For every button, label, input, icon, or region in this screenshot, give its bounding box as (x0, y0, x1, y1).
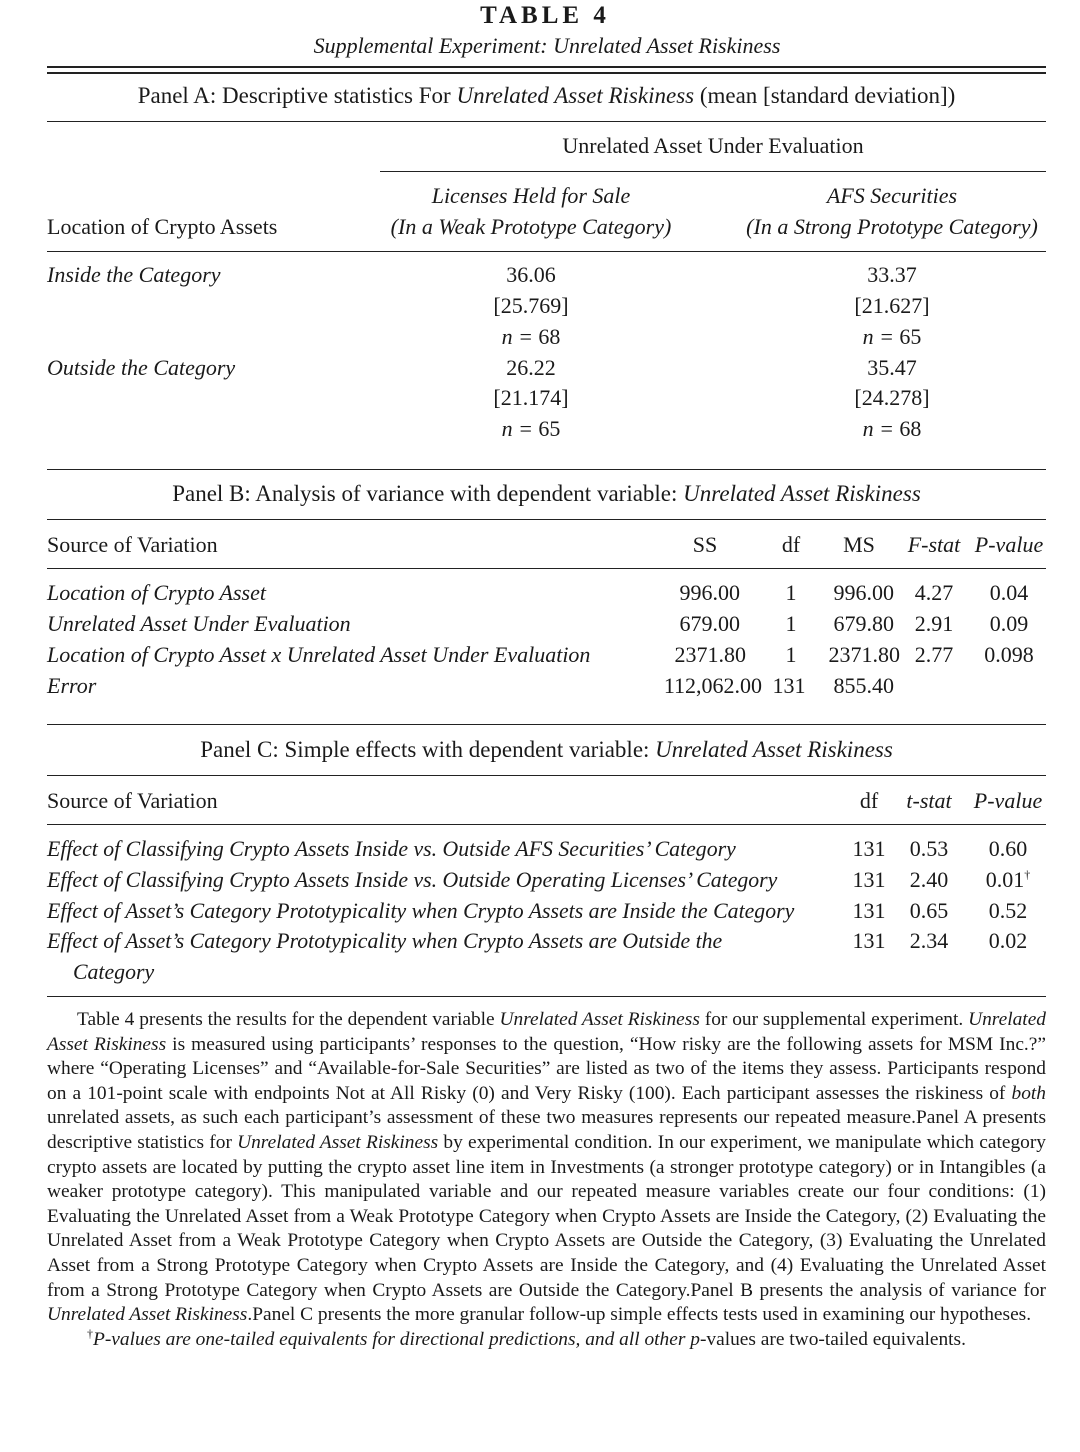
cell-mean: 26.22 (506, 355, 556, 380)
ms-header: MS (843, 532, 875, 557)
p-header: P-value (974, 532, 1044, 557)
effect-t: 0.53 (909, 836, 949, 861)
cell-sd: [21.627] (854, 293, 930, 318)
effect-p: 0.52 (988, 898, 1028, 923)
effect-t: 2.40 (909, 867, 949, 892)
t-header: t-stat (906, 788, 952, 813)
col-afs-sub: (In a Strong Prototype Category) (746, 214, 1038, 239)
panel-b-rule (47, 519, 1046, 520)
panel-b-bottom-rule (47, 724, 1046, 725)
col-afs-name: AFS Securities (826, 183, 958, 208)
row-label-outside: Outside the Category (47, 355, 236, 380)
df-header: df (781, 532, 801, 557)
anova-df: 1 (785, 611, 797, 636)
panel-b-heading: Panel B: Analysis of variance with dependent variable: Unrelated Asset Riskiness (172, 481, 921, 506)
anova-f: 2.91 (914, 611, 954, 636)
notes-footnote: †P-values are one-tailed equivalents for directional predictions, and all other p-values are two-tailed equivalents. (87, 1326, 966, 1350)
table-notes (47, 1008, 1046, 1352)
anova-df: 1 (785, 642, 797, 667)
anova-ss: 996.00 (679, 580, 740, 605)
panel-a-header-rule (47, 251, 1046, 252)
panel-b-header-rule (47, 568, 1046, 569)
anova-ms: 2371.80 (828, 642, 900, 667)
panel-a-rule (47, 121, 1046, 122)
cell-n: n = 68 (501, 324, 561, 349)
anova-f: 2.77 (914, 642, 954, 667)
anova-df: 1 (785, 580, 797, 605)
panel-c-header-rule (47, 824, 1046, 825)
cell-sd: [21.174] (493, 385, 569, 410)
anova-ms: 996.00 (833, 580, 894, 605)
effect-source-continuation: Category (73, 960, 155, 984)
cell-n: n = 65 (862, 324, 922, 349)
title-rule-top (47, 66, 1046, 68)
df-header: df (859, 788, 879, 813)
anova-source: Unrelated Asset Under Evaluation (47, 611, 351, 636)
effect-source: Effect of Asset’s Category Prototypicality when Crypto Assets are Outside the (47, 929, 723, 953)
cell-sd: [24.278] (854, 385, 930, 410)
anova-df: 131 (772, 673, 806, 698)
f-header: F-stat (907, 532, 961, 557)
anova-p: 0.098 (984, 642, 1034, 667)
panel-c-heading: Panel C: Simple effects with dependent variable: Unrelated Asset Riskiness (200, 737, 893, 762)
panel-c-rule (47, 775, 1046, 776)
anova-ms: 679.80 (833, 611, 894, 636)
col-licenses-name: Licenses Held for Sale (431, 183, 631, 208)
panel-a-bottom-rule (47, 469, 1046, 470)
anova-source: Location of Crypto Asset x Unrelated Asset Under Evaluation (47, 642, 591, 667)
row-label-inside: Inside the Category (47, 262, 221, 287)
anova-ms: 855.40 (833, 673, 894, 698)
effect-p: 0.02 (988, 928, 1028, 953)
table-number: TABLE 4 (480, 2, 610, 29)
panel-c-source-header: Source of Variation (47, 788, 218, 813)
notes-paragraph: Table 4 presents the results for the dependent variable Unrelated Asset Riskiness for our supplemental experiment. Unrelated Asset Riskiness is measured using participants’ responses to the question, “How risky are the following assets for MSM Inc.?” where “Operating Licenses” and “Available-for-Sale Securities” are listed as two of the items they assess. Participants respond on a 101-point scale with endpoints Not at All Risky (0) and Very Risky (100). Each participant assesses the riskiness of both unrelated assets, as such each participant’s assessment of these two measures represents our repeated measure.Panel A presents descriptive statistics for Unrelated Asset Riskiness by experimental condition. In our experiment, we manipulate which category crypto assets are located by putting the crypto asset line item in Investments (a stronger prototype category) or in Intangibles (a weaker prototype category). This manipulated variable and our repeated measure variables create our four conditions: (1) Evaluating the Unrelated Asset from a Weak Prototype Category when Crypto Assets are Inside the Category, (2) Evaluating the Unrelated Asset from a Weak Prototype Category when Crypto Assets are Outside the Category, (3) Evaluating the Unrelated Asset from a Strong Prototype Category when Crypto Assets are Inside the Category, and (4) Evaluating the Unrelated Asset from a Strong Prototype Category when Crypto Assets are Outside the Category.Panel B presents the analysis of variance for Unrelated Asset Riskiness.Panel C presents the more granular follow-up simple effects tests used in examining our hypotheses. (47, 1009, 1046, 1326)
effect-t: 0.65 (909, 898, 949, 923)
anova-ss: 679.00 (679, 611, 740, 636)
cell-mean: 33.37 (867, 262, 917, 287)
effect-df: 131 (852, 928, 886, 953)
effect-df: 131 (852, 898, 886, 923)
effect-p: 0.60 (988, 836, 1028, 861)
effect-t: 2.34 (909, 928, 949, 953)
ss-header: SS (692, 532, 718, 557)
anova-p: 0.09 (989, 611, 1029, 636)
panel-c-bottom-rule (47, 996, 1046, 997)
effect-source: Effect of Classifying Crypto Assets Inside vs. Outside Operating Licenses’ Category (47, 868, 778, 892)
panel-a-heading: Panel A: Descriptive statistics For Unrelated Asset Riskiness (mean [standard deviation]) (137, 83, 956, 108)
effect-p: 0.01† (985, 867, 1031, 892)
effect-df: 131 (852, 836, 886, 861)
anova-source: Location of Crypto Asset (47, 580, 266, 605)
p-header: P-value (973, 788, 1043, 813)
effect-source: Effect of Asset’s Category Prototypicality when Crypto Assets are Inside the Category (47, 899, 795, 923)
effect-df: 131 (852, 867, 886, 892)
anova-ss: 2371.80 (674, 642, 746, 667)
title-rule-bottom (47, 72, 1046, 74)
effect-source: Effect of Classifying Crypto Assets Inside vs. Outside AFS Securities’ Category (47, 837, 736, 861)
anova-ss: 112,062.00 (663, 673, 762, 698)
row-header: Location of Crypto Assets (47, 214, 278, 239)
anova-source: Error (47, 673, 97, 698)
cell-mean: 35.47 (867, 355, 917, 380)
anova-f: 4.27 (914, 580, 954, 605)
col-licenses-sub: (In a Weak Prototype Category) (390, 214, 672, 239)
table-title: Supplemental Experiment: Unrelated Asset Riskiness (313, 33, 781, 58)
cell-mean: 36.06 (506, 262, 556, 287)
spanner-rule (380, 171, 1046, 172)
panel-b-source-header: Source of Variation (47, 532, 218, 557)
cell-n: n = 65 (501, 416, 561, 441)
anova-p: 0.04 (989, 580, 1029, 605)
cell-sd: [25.769] (493, 293, 569, 318)
panel-a-spanner: Unrelated Asset Under Evaluation (562, 133, 864, 158)
cell-n: n = 68 (862, 416, 922, 441)
